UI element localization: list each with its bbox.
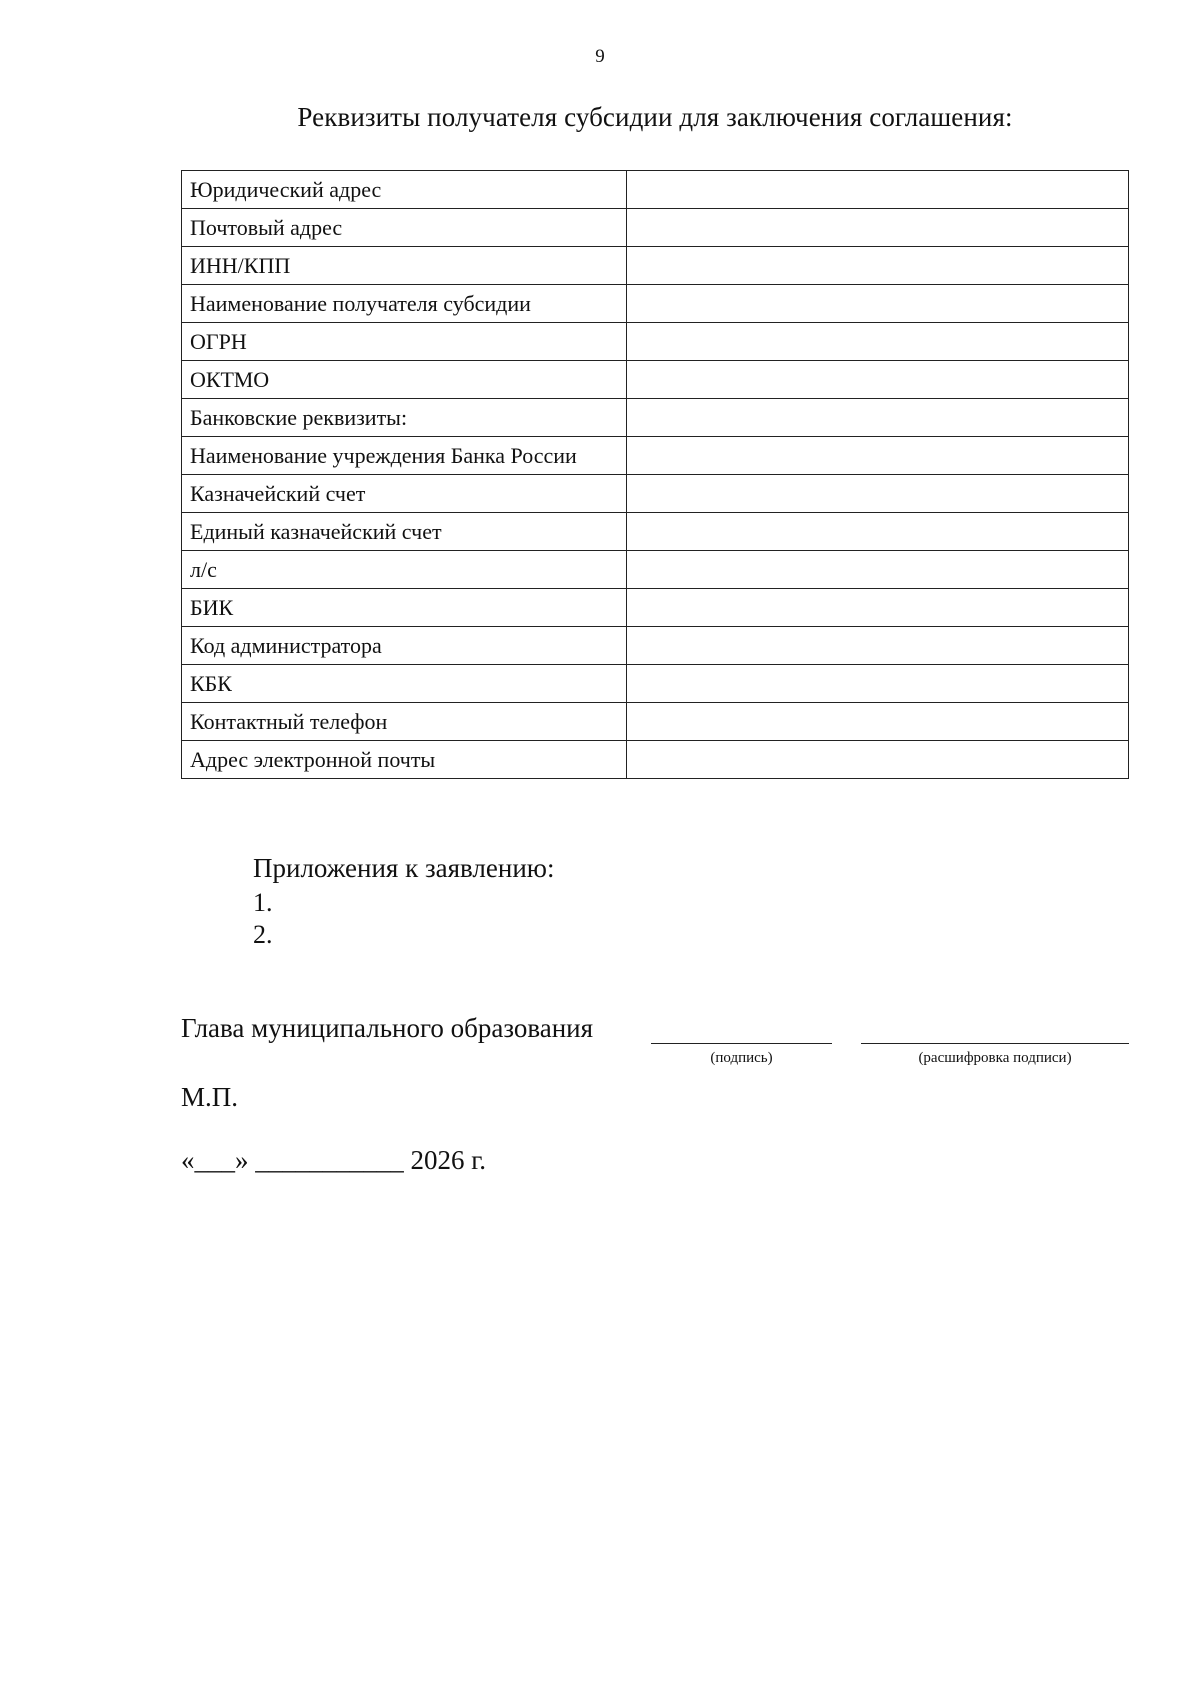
table-row (182, 741, 1129, 779)
document-title: Реквизиты получателя субсидии для заключения соглашения: (297, 102, 1013, 132)
field-value[interactable] (627, 589, 1129, 627)
stamp-place: М.П. (181, 1082, 239, 1112)
field-label: Почтовый адрес (182, 209, 627, 247)
field-label: Юридический адрес (182, 171, 627, 209)
table-row (182, 323, 1129, 361)
field-value[interactable] (627, 171, 1129, 209)
field-label: Контактный телефон (182, 703, 627, 741)
table-row (182, 513, 1129, 551)
table-row (182, 285, 1129, 323)
page-number: 9 (595, 46, 605, 67)
field-label: Наименование получателя субсидии (182, 285, 627, 323)
field-value[interactable] (627, 437, 1129, 475)
attachment-item-1: 1. (253, 888, 273, 917)
field-value[interactable] (627, 323, 1129, 361)
field-value[interactable] (627, 247, 1129, 285)
signature-decoding-caption: (расшифровка подписи) (918, 1050, 1072, 1066)
table-row (182, 437, 1129, 475)
field-label: БИК (182, 589, 627, 627)
attachment-item-2: 2. (253, 920, 273, 949)
field-label: Наименование учреждения Банка России (182, 437, 627, 475)
field-value[interactable] (627, 285, 1129, 323)
field-value[interactable] (627, 551, 1129, 589)
field-value[interactable] (627, 627, 1129, 665)
table-row (182, 665, 1129, 703)
signature-line[interactable] (651, 1043, 832, 1044)
table-row (182, 399, 1129, 437)
requisites-table-body (182, 171, 1129, 779)
table-row (182, 551, 1129, 589)
field-label: Код администратора (182, 627, 627, 665)
field-label: ОГРН (182, 323, 627, 361)
field-label: Банковские реквизиты: (182, 399, 627, 437)
field-label: Единый казначейский счет (182, 513, 627, 551)
field-label: КБК (182, 665, 627, 703)
field-value[interactable] (627, 361, 1129, 399)
field-value[interactable] (627, 513, 1129, 551)
table-row (182, 475, 1129, 513)
date-line: «___» ___________ 2026 г. (181, 1145, 487, 1175)
field-value[interactable] (627, 399, 1129, 437)
attachments-heading: Приложения к заявлению: (253, 853, 555, 883)
table-row (182, 171, 1129, 209)
table-row (182, 627, 1129, 665)
field-value[interactable] (627, 209, 1129, 247)
field-value[interactable] (627, 665, 1129, 703)
table-row (182, 703, 1129, 741)
field-label: Казначейский счет (182, 475, 627, 513)
field-label: Адрес электронной почты (182, 741, 627, 779)
signature-caption: (подпись) (710, 1050, 773, 1066)
requisites-table (181, 170, 1129, 779)
field-label: ИНН/КПП (182, 247, 627, 285)
signatory-role: Глава муниципального образования (181, 1013, 594, 1043)
field-value[interactable] (627, 741, 1129, 779)
field-label: л/с (182, 551, 627, 589)
table-row (182, 589, 1129, 627)
table-row (182, 361, 1129, 399)
field-label: ОКТМО (182, 361, 627, 399)
table-row (182, 247, 1129, 285)
table-row (182, 209, 1129, 247)
field-value[interactable] (627, 475, 1129, 513)
field-value[interactable] (627, 703, 1129, 741)
signature-decoding-line[interactable] (861, 1043, 1129, 1044)
